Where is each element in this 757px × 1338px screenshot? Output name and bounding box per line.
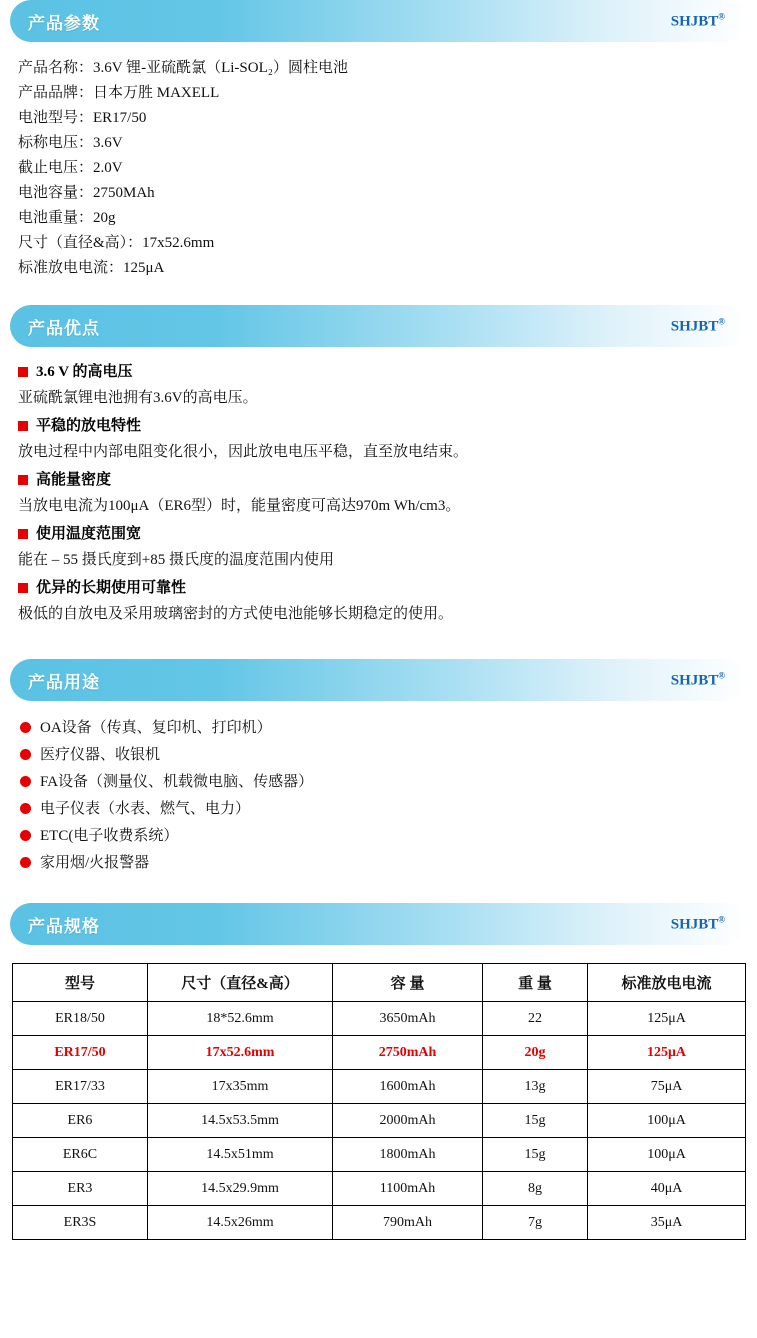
param-value-6: 20g bbox=[93, 210, 116, 226]
cell-capacity: 2750mAh bbox=[333, 1036, 483, 1070]
cell-current: 35μA bbox=[588, 1206, 746, 1240]
section-header-params bbox=[10, 0, 747, 42]
section-header-uses bbox=[10, 659, 747, 701]
brand-logo-3 bbox=[671, 671, 725, 690]
spacer-2 bbox=[10, 629, 747, 659]
table-header-cell-3: 重 量 bbox=[483, 964, 588, 1002]
param-row-5 bbox=[18, 181, 747, 206]
param-label-0: 产品名称： bbox=[18, 60, 94, 76]
table-header-cell-4: 标准放电电流 bbox=[588, 964, 746, 1002]
brand-logo-2 bbox=[671, 317, 725, 336]
brand-name-1: SHJBT bbox=[670, 13, 719, 30]
param-value-0: 3.6V 锂-亚硫酰氯（Li-SOL₂）圆柱电池 bbox=[93, 60, 348, 76]
circle-bullet-icon bbox=[20, 803, 31, 814]
param-value-7: 17x52.6mm bbox=[142, 235, 215, 251]
brand-sup-2: ® bbox=[718, 316, 725, 327]
square-bullet-icon bbox=[18, 367, 28, 377]
cell-capacity: 790mAh bbox=[333, 1206, 483, 1240]
advantage-text-1: 放电过程中内部电阻变化很小，因此放电电压平稳，直至放电结束。 bbox=[18, 444, 469, 460]
param-value-2: ER17/50 bbox=[93, 110, 147, 126]
cell-current: 100μA bbox=[588, 1104, 746, 1138]
table-header-cell-1: 尺寸（直径&高） bbox=[148, 964, 333, 1002]
table-header-cell-2: 容 量 bbox=[333, 964, 483, 1002]
brand-logo-4 bbox=[671, 915, 725, 934]
param-value-4: 2.0V bbox=[93, 160, 123, 176]
table-row bbox=[13, 1172, 746, 1206]
param-label-2: 电池型号： bbox=[18, 110, 94, 126]
param-row-0 bbox=[18, 56, 747, 81]
cell-weight: 22 bbox=[483, 1002, 588, 1036]
spacer-3 bbox=[10, 877, 747, 903]
use-item-0 bbox=[20, 715, 747, 742]
cell-weight: 15g bbox=[483, 1138, 588, 1172]
cell-capacity: 2000mAh bbox=[333, 1104, 483, 1138]
advantage-item-4 bbox=[18, 575, 747, 627]
section-title-uses: 产品用途 bbox=[28, 672, 100, 692]
table-row-highlighted bbox=[13, 1036, 746, 1070]
param-row-4 bbox=[18, 156, 747, 181]
circle-bullet-icon bbox=[20, 857, 31, 868]
brand-name-4: SHJBT bbox=[670, 916, 719, 933]
cell-size: 17x52.6mm bbox=[148, 1036, 333, 1070]
advantage-title-row-2 bbox=[18, 467, 747, 493]
param-value-5: 2750MAh bbox=[93, 185, 155, 201]
cell-capacity: 1100mAh bbox=[333, 1172, 483, 1206]
square-bullet-icon bbox=[18, 583, 28, 593]
param-label-7: 尺寸（直径&高）： bbox=[18, 235, 143, 251]
brand-logo-1 bbox=[671, 12, 725, 31]
cell-current: 40μA bbox=[588, 1172, 746, 1206]
cell-size: 14.5x53.5mm bbox=[148, 1104, 333, 1138]
advantage-title-2: 高能量密度 bbox=[36, 472, 112, 488]
cell-size: 17x35mm bbox=[148, 1070, 333, 1104]
section-header-spec bbox=[10, 903, 747, 945]
param-value-8: 125μA bbox=[123, 260, 165, 276]
cell-current: 125μA bbox=[588, 1036, 746, 1070]
section-title-advantages: 产品优点 bbox=[28, 318, 100, 338]
advantage-title-row-3 bbox=[18, 521, 747, 547]
cell-weight: 20g bbox=[483, 1036, 588, 1070]
cell-model: ER6 bbox=[13, 1104, 148, 1138]
advantage-title-0: 3.6 V 的高电压 bbox=[36, 364, 133, 380]
advantage-text-3: 能在 – 55 摄氏度到+85 摄氏度的温度范围内使用 bbox=[18, 552, 334, 568]
table-head bbox=[13, 964, 746, 1002]
param-label-1: 产品品牌： bbox=[18, 85, 94, 101]
use-list bbox=[10, 715, 747, 877]
use-item-1 bbox=[20, 742, 747, 769]
spacer-1 bbox=[10, 281, 747, 305]
cell-model: ER3S bbox=[13, 1206, 148, 1240]
square-bullet-icon bbox=[18, 421, 28, 431]
square-bullet-icon bbox=[18, 475, 28, 485]
circle-bullet-icon bbox=[20, 722, 31, 733]
cell-size: 18*52.6mm bbox=[148, 1002, 333, 1036]
cell-size: 14.5x26mm bbox=[148, 1206, 333, 1240]
advantage-title-row-0 bbox=[18, 359, 747, 385]
advantage-item-1 bbox=[18, 413, 747, 465]
use-label-5: 家用烟/火报警器 bbox=[40, 855, 150, 871]
brand-name-2: SHJBT bbox=[670, 318, 719, 335]
table-row bbox=[13, 1138, 746, 1172]
param-label-8: 标准放电电流： bbox=[18, 260, 124, 276]
use-label-0: OA设备（传真、复印机、打印机） bbox=[40, 720, 272, 736]
section-title-spec: 产品规格 bbox=[28, 916, 100, 936]
advantage-text-2: 当放电电流为100μA（ER6型）时，能量密度可高达970m Wh/cm3。 bbox=[18, 498, 461, 514]
use-item-3 bbox=[20, 796, 747, 823]
parameter-list bbox=[10, 56, 747, 281]
param-label-5: 电池容量： bbox=[18, 185, 94, 201]
advantage-title-1: 平稳的放电特性 bbox=[36, 418, 142, 434]
cell-weight: 8g bbox=[483, 1172, 588, 1206]
param-value-1: 日本万胜 MAXELL bbox=[93, 85, 220, 101]
cell-capacity: 1600mAh bbox=[333, 1070, 483, 1104]
advantage-text-4: 极低的自放电及采用玻璃密封的方式使电池能够长期稳定的使用。 bbox=[18, 606, 454, 622]
cell-current: 75μA bbox=[588, 1070, 746, 1104]
param-row-7 bbox=[18, 231, 747, 256]
use-item-4 bbox=[20, 823, 747, 850]
table-header-row bbox=[13, 964, 746, 1002]
table-body bbox=[13, 1002, 746, 1240]
advantage-title-row-1 bbox=[18, 413, 747, 439]
table-row bbox=[13, 1002, 746, 1036]
brand-sup-3: ® bbox=[718, 670, 725, 681]
param-value-3: 3.6V bbox=[93, 135, 123, 151]
param-label-3: 标称电压： bbox=[18, 135, 94, 151]
use-label-2: FA设备（测量仪、机载微电脑、传感器） bbox=[40, 774, 314, 790]
table-row bbox=[13, 1206, 746, 1240]
advantage-item-0 bbox=[18, 359, 747, 411]
advantage-title-3: 使用温度范围宽 bbox=[36, 526, 142, 542]
cell-weight: 7g bbox=[483, 1206, 588, 1240]
param-row-8 bbox=[18, 256, 747, 281]
use-label-4: ETC(电子收费系统） bbox=[40, 828, 179, 844]
param-label-4: 截止电压： bbox=[18, 160, 94, 176]
square-bullet-icon bbox=[18, 529, 28, 539]
circle-bullet-icon bbox=[20, 776, 31, 787]
cell-current: 125μA bbox=[588, 1002, 746, 1036]
cell-size: 14.5x29.9mm bbox=[148, 1172, 333, 1206]
cell-current: 100μA bbox=[588, 1138, 746, 1172]
use-label-3: 电子仪表（水表、燃气、电力） bbox=[40, 801, 251, 817]
table-row bbox=[13, 1104, 746, 1138]
circle-bullet-icon bbox=[20, 749, 31, 760]
cell-model: ER17/50 bbox=[13, 1036, 148, 1070]
param-row-2 bbox=[18, 106, 747, 131]
use-item-5 bbox=[20, 850, 747, 877]
specification-table bbox=[12, 963, 746, 1240]
table-row bbox=[13, 1070, 746, 1104]
brand-sup-1: ® bbox=[718, 11, 725, 22]
param-row-1 bbox=[18, 81, 747, 106]
cell-capacity: 1800mAh bbox=[333, 1138, 483, 1172]
advantage-title-4: 优异的长期使用可靠性 bbox=[36, 580, 187, 596]
cell-capacity: 3650mAh bbox=[333, 1002, 483, 1036]
cell-weight: 15g bbox=[483, 1104, 588, 1138]
cell-model: ER3 bbox=[13, 1172, 148, 1206]
brand-sup-4: ® bbox=[718, 914, 725, 925]
use-item-2 bbox=[20, 769, 747, 796]
circle-bullet-icon bbox=[20, 830, 31, 841]
advantage-title-row-4 bbox=[18, 575, 747, 601]
cell-size: 14.5x51mm bbox=[148, 1138, 333, 1172]
use-label-1: 医疗仪器、收银机 bbox=[40, 747, 161, 763]
section-title-params: 产品参数 bbox=[28, 13, 100, 33]
param-row-6 bbox=[18, 206, 747, 231]
cell-model: ER18/50 bbox=[13, 1002, 148, 1036]
advantage-item-3 bbox=[18, 521, 747, 573]
advantage-list bbox=[10, 359, 747, 627]
section-header-advantages bbox=[10, 305, 747, 347]
advantage-item-2 bbox=[18, 467, 747, 519]
param-row-3 bbox=[18, 131, 747, 156]
cell-model: ER17/33 bbox=[13, 1070, 148, 1104]
cell-weight: 13g bbox=[483, 1070, 588, 1104]
cell-model: ER6C bbox=[13, 1138, 148, 1172]
table-header-cell-0: 型号 bbox=[13, 964, 148, 1002]
advantage-text-0: 亚硫酰氯锂电池拥有3.6V的高电压。 bbox=[18, 390, 258, 406]
param-label-6: 电池重量： bbox=[18, 210, 94, 226]
brand-name-3: SHJBT bbox=[670, 672, 719, 689]
